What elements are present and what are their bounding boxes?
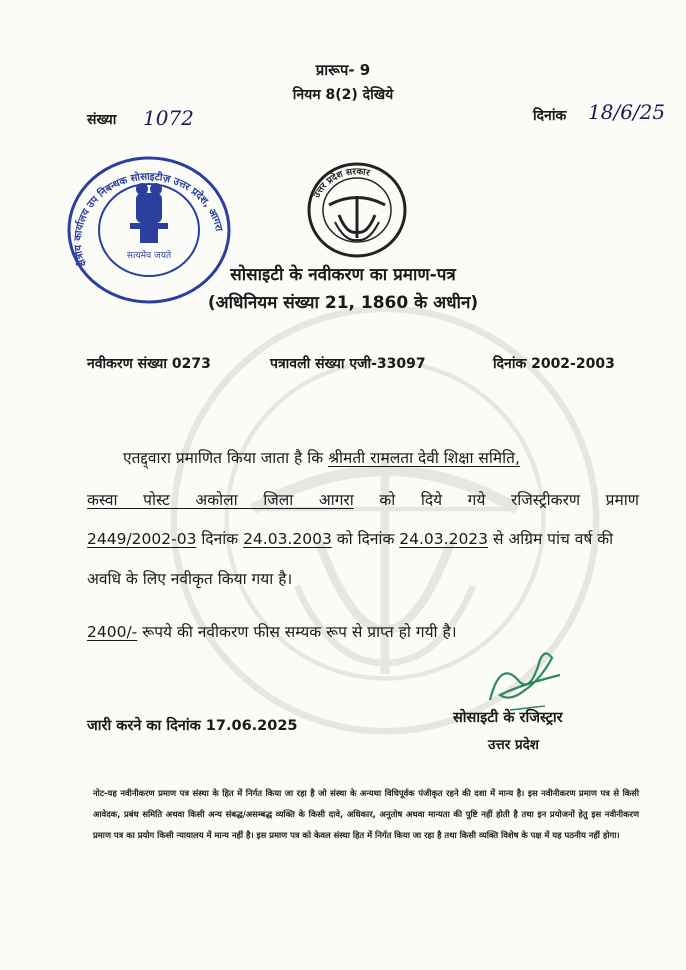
date-value: 18/6/25	[588, 100, 666, 124]
number-label: संख्या	[87, 112, 117, 128]
registration-certificate-text: को दिये गये रजिस्ट्रीकरण प्रमाण	[353, 491, 639, 509]
body-line-1	[123, 446, 639, 468]
registrar-state: उत्तर प्रदेश	[488, 737, 539, 753]
registrar-title: सोसाइटी के रजिस्ट्रार	[453, 710, 563, 726]
society-name: श्रीमती रामलता देवी शिक्षा समिति,	[328, 449, 520, 467]
renewal-period-text: से अग्रिम पांच वर्ष की	[488, 530, 614, 548]
dinank-word: दिनांक	[196, 530, 244, 548]
emblem-text: उत्तर प्रदेश सरकार	[312, 166, 371, 200]
body-line-3	[87, 527, 639, 549]
number-value: 1072	[143, 106, 194, 130]
seal-text: क्षेत्रीय कार्यालय उप निबन्धक सोसाइटीज़ उत्तर प्रदेश, आगरा	[72, 171, 224, 268]
certificate-title: सोसाइटी के नवीकरण का प्रमाण-पत्र	[230, 265, 456, 285]
rule-reference: नियम 8(2) देखिये	[292, 87, 394, 103]
svg-text:उत्तर प्रदेश सरकार	[312, 167, 371, 201]
renewal-number: नवीकरण संख्या 0273	[87, 356, 211, 372]
body-line-2	[87, 488, 639, 510]
file-number: पत्रावली संख्या एजी-33097	[270, 356, 426, 372]
fee-line	[87, 620, 457, 642]
date-label: दिनांक	[533, 108, 567, 124]
renewal-from-date: 24.03.2023	[399, 530, 489, 548]
certify-text: एतद्द्वारा प्रमाणित किया जाता है कि	[123, 449, 329, 467]
fee-text: रूपये की नवीकरण फीस सम्यक रूप से प्राप्त हो गयी है।	[137, 623, 457, 641]
reference-date: दिनांक 2002-2003	[493, 356, 615, 372]
up-government-emblem-icon	[305, 160, 410, 260]
issue-date: जारी करने का दिनांक 17.06.2025	[87, 718, 298, 734]
seal-motto: सत्यमेव जयते	[126, 251, 172, 261]
disclaimer-note: नोट-यह नवीनीकरण प्रमाण पत्र संस्था के हित में निर्गत किया जा रहा है जो संस्था के अन्यथा विधिपूर्वक पंजीकृत रहने की दशा में मान्य है। इस नवीनीकरण प्रमाण पत्र से किसी आवेदक, प्रबंध समिति अथवा किसी अन्य संबद्ध/असम्बद्ध व्यक्ति के किसी दावे, अधिकार, अनुतोष अथवा मान्यता की पुष्टि नहीं होती है तथा इन प्रयोजनों हेतु इस नवीनीकरण प्रमाण पत्र का प्रयोग किसी न्यायालय में मान्य नहीं है। इस प्रमाण पत्र को केवल संस्था हित में निर्गत किया जा रहा है तथा किसी व्यक्ति विशेष के पक्ष में यह पठनीय नहीं होगा।	[93, 788, 639, 840]
ko-dinank-word: को दिनांक	[331, 530, 400, 548]
registration-date: 24.03.2003	[243, 530, 332, 548]
certificate-subtitle: (अधिनियम संख्या 21, 1860 के अधीन)	[207, 293, 479, 313]
fee-amount: 2400/-	[87, 623, 138, 641]
society-address: कस्वा पोस्ट अकोला जिला आगरा	[87, 491, 354, 509]
form-number: प्रारूप- 9	[315, 61, 371, 79]
registration-number: 2449/2002-03	[87, 530, 197, 548]
body-line-4: अवधि के लिए नवीकृत किया गया है।	[87, 570, 293, 588]
